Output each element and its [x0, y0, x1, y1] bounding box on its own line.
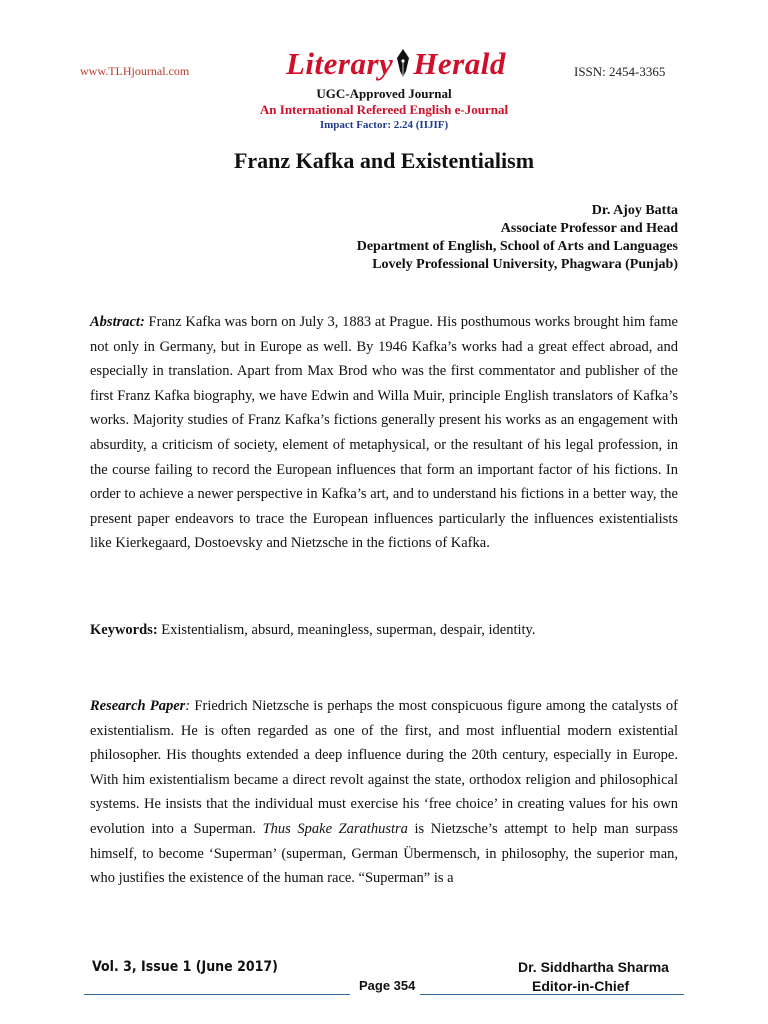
keywords-text: Existentialism, absurd, meaningless, superman, despair, identity. [157, 622, 536, 638]
footer-page-number: Page 354 [359, 978, 416, 993]
paper-title: Franz Kafka and Existentialism [233, 148, 535, 173]
ugc-approved-line: UGC-Approved Journal [316, 86, 452, 101]
keywords-label: Keywords: [90, 622, 158, 638]
research-label: Research Paper [90, 698, 186, 714]
abstract-paragraph [90, 310, 678, 556]
logo-word-literary: Literary [286, 46, 394, 81]
impact-factor: Impact Factor: 2.24 (IIJIF) [319, 119, 449, 131]
footer-rule-left [84, 994, 350, 995]
research-label-colon: : [185, 698, 191, 714]
research-paragraph [90, 694, 678, 891]
logo-word-herald: Herald [413, 46, 506, 81]
footer-volume: Vol. 3, Issue 1 (June 2017) [92, 959, 278, 975]
footer-editor-name: Dr. Siddhartha Sharma [518, 959, 669, 975]
author-department: Department of English, School of Arts and Languages [356, 239, 678, 254]
issn-number: ISSN: 2454-3365 [574, 64, 666, 79]
abstract-text: Franz Kafka was born on July 3, 1883 at Prague. His posthumous works brought him fame not only in Germany, but in Europe as well. By 1946 Kafka’s works had a great effect abroad, and especially in translation. Apart from Max Brod who was the first commentator and publisher of the first Franz Kafka biography, we have Edwin and Willa Muir, principle English translators of Kafka’s works. Majority studies of Franz Kafka’s fictions generally present his works as an engagement with absurdity, a criticism of society, element of metaphysical, or the resultant of his legal profession, in the course failing to record the European influences that form an important factor of his fictions. In order to achieve a newer perspective in Kafka’s art, and to understand his fictions in a better way, the present paper endeavors to trace the European influences particularly the influences existentialists like Kierkegaard, Dostoevsky and Nietzsche in the fictions of Kafka. [90, 314, 678, 552]
keywords-paragraph [90, 618, 678, 643]
book-title: Thus Spake Zarathustra [262, 820, 408, 837]
author-university: Lovely Professional University, Phagwara (Punjab) [372, 257, 678, 272]
pen-nib-icon [396, 49, 410, 85]
author-position: Associate Professor and Head [500, 221, 678, 236]
footer-editor-title: Editor-in-Chief [532, 978, 630, 994]
research-text-part2: is Nietzsche’s attempt to help man surpass himself, to become ‘Superman’ (superman, German Übermensch, in philosophy, the superior man, who justifies the existence of the human race. “Superman” is a [90, 820, 678, 887]
author-name: Dr. Ajoy Batta [591, 203, 678, 218]
journal-url[interactable]: www.TLHjournal.com [80, 64, 190, 78]
journal-subtitle: An International Refereed English e-Journal [259, 102, 509, 117]
research-text-part1: Friedrich Nietzsche is perhaps the most conspicuous figure among the catalysts of existentialism. He is often regarded as one of the first, and most influential modern existential philosopher. His thoughts extended a deep influence during the 20th century, especially in Europe. With him existentialism became a direct revolt against the state, orthodox religion and philosophical systems. He insists that the individual must exercise his ‘free choice’ in creating values for his own evolution into a Superman. [90, 698, 678, 837]
journal-logo [286, 46, 506, 85]
abstract-label: Abstract: [90, 314, 145, 330]
footer-rule-right [420, 994, 684, 995]
